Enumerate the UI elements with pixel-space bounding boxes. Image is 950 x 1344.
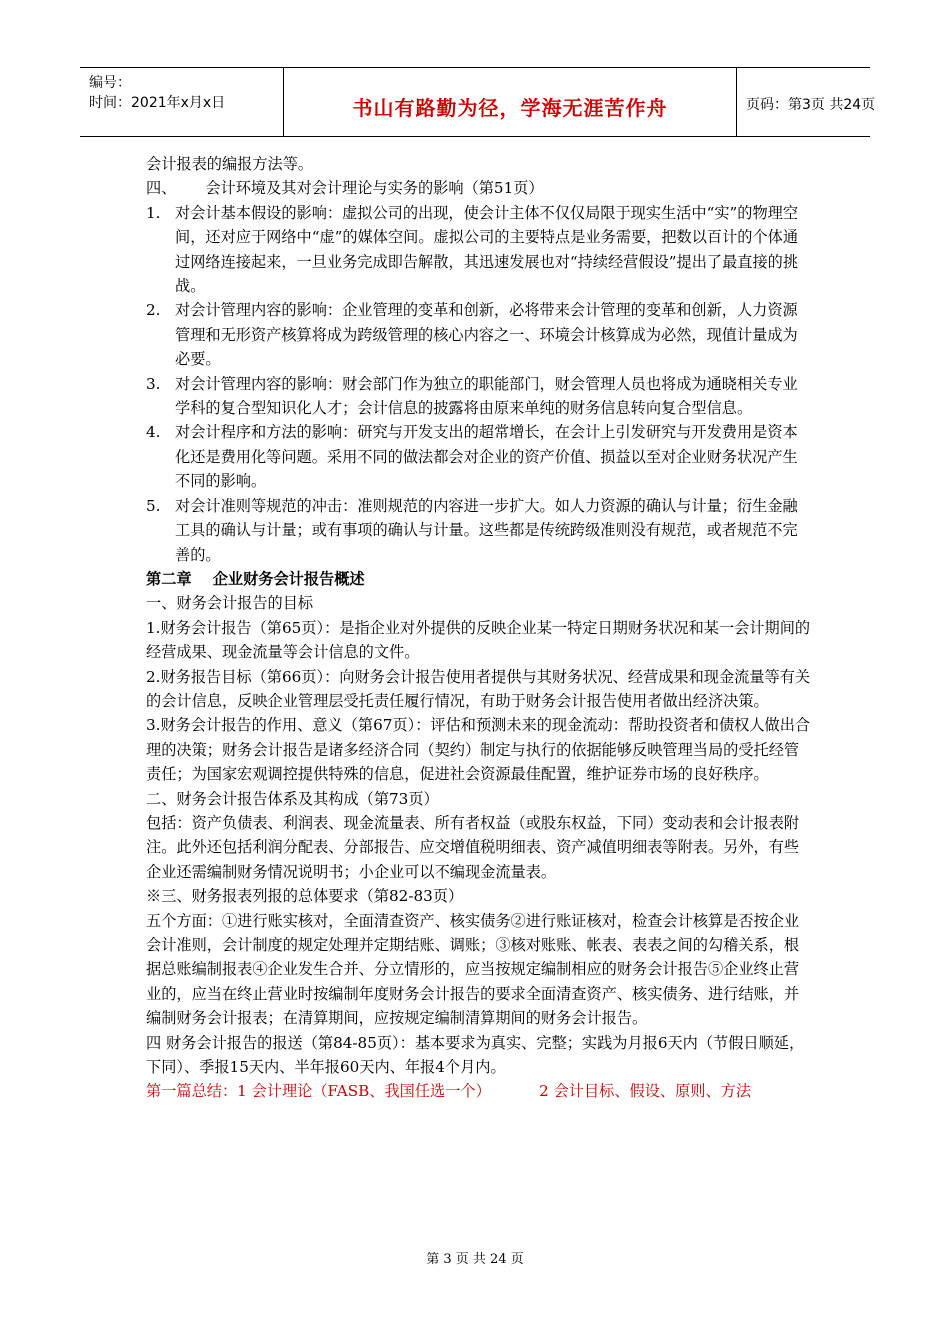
- document-body: [146, 152, 812, 1104]
- header-page-info: 页码：第3页 共24页: [746, 97, 876, 113]
- chapter-heading: 第二章 企业财务会计报告概述: [146, 569, 365, 588]
- list-item-text: 对会计准则等规范的冲击：准则规范的内容进一步扩大。如人力资源的确认与计量；衍生金融工具的确认与计量；或有事项的确认与计量。这些都是传统跨级准则没有规范，或者规范不完善的。: [175, 496, 798, 564]
- section-heading-1: 一、财务会计报告的目标: [146, 594, 314, 613]
- list-item-number: 5.: [146, 496, 161, 515]
- list-item: [146, 494, 812, 567]
- paragraph-report-objective: 2.财务报告目标（第66页）：向财务会计报告使用者提供与其财务状况、经营成果和现金流量等有关的会计信息，反映企业管理层受托责任履行情况，有助于财务会计报告使用者做出经济决策。: [146, 667, 811, 710]
- section-heading-4: 四、 会计环境及其对会计理论与实务的影响（第51页）: [146, 179, 544, 198]
- header-page-cell: [736, 68, 876, 136]
- list-item: [146, 372, 812, 421]
- summary-line: 第一篇总结：1 会计理论（FASB、我国任选一个） 2 会计目标、假设、原则、方法: [146, 1082, 752, 1101]
- header-meta-cell: [80, 68, 283, 136]
- list-item-text: 对会计管理内容的影响：企业管理的变革和创新，必将带来会计管理的变革和创新，人力资源管理和无形资产核算将成为跨级管理的核心内容之一、环境会计核算成为必然，现值计量成为必要。: [175, 301, 798, 369]
- code-label: 编号：: [89, 75, 131, 91]
- list-item-number: 1.: [146, 203, 161, 222]
- list-item-number: 2.: [146, 301, 161, 320]
- header-motto: 书山有路勤为径，学海无涯苦作舟: [352, 96, 668, 120]
- list-item: [146, 298, 812, 371]
- list-item-text: 对会计基本假设的影响：虚拟公司的出现，使会计主体不仅仅局限于现实生活中“实”的物理空间，还对应于网络中“虚”的媒体空间。虚拟公司的主要特点是业务需要，把数以百计的个体通过网络连接起来，一旦业务完成即告解散，其迅速发展也对“持续经营假设”提出了最直接的挑战。: [175, 203, 799, 296]
- page-footer: 第 3 页 共 24 页: [426, 1252, 524, 1267]
- list-item-number: 3.: [146, 374, 161, 393]
- paragraph-report-components: 包括：资产负债表、利润表、现金流量表、所有者权益（或股东权益，下同）变动表和会计报表附注。此外还包括利润分配表、分部报告、应交增值税明细表、资产减值明细表等附表。另外，有些企业还需编制财务情况说明书；小企业可以不编现金流量表。: [146, 813, 800, 881]
- header-motto-cell: [283, 68, 737, 136]
- paragraph-intro: 会计报表的编报方法等。: [146, 155, 314, 173]
- paragraph-report-role: 3.财务会计报告的作用、意义（第67页）：评估和预测未来的现金流动：帮助投资者和债权人做出合理的决策；财务会计报告是诸多经济合同（契约）制定与执行的依据能够反映管理当局的受托经管责任；为国家宏观调控提供特殊的信息，促进社会资源最佳配置，维护证券市场的良好秩序。: [146, 716, 811, 784]
- paragraph-general-requirements: 五个方面：①进行账实核对，全面清查资产、核实债务②进行账证核对，检查会计核算是否按企业会计准则，会计制度的规定处理并定期结账、调账；③核对账账、帐表、表表之间的勾稽关系，根据总账编制报表④企业发生合并、分立情形的，应当按规定编制相应的财务会计报告⑤企业终止营业的，应当在终止营业时按编制年度财务会计报告的要求全面清查资产、核实债务、进行结账，并编制财务会计报表；在清算期间，应按规定编制清算期间的财务会计报告。: [146, 911, 800, 1028]
- section-heading-2: 二、财务会计报告体系及其构成（第73页）: [146, 789, 439, 808]
- paragraph-report-submission: 四 财务会计报告的报送（第84-85页）：基本要求为真实、完整；实践为月报6天内（节假日顺延，下同）、季报15天内、半年报60天内、年报4个月内。: [146, 1033, 805, 1077]
- document-header: [80, 67, 876, 137]
- list-item-text: 对会计程序和方法的影响：研究与开发支出的超常增长，在会计上引发研究与开发费用是资本化还是费用化等问题。采用不同的做法都会对企业的资产价值、损益以至对企业财务状况产生不同的影响。: [175, 423, 798, 491]
- list-item-number: 4.: [146, 423, 161, 442]
- paragraph-report-definition: 1.财务会计报告（第65页）：是指企业对外提供的反映企业某一特定日期财务状况和某一会计期间的经营成果、现金流量等会计信息的文件。: [146, 618, 811, 662]
- list-item-text: 对会计管理内容的影响：财会部门作为独立的职能部门，财会管理人员也将成为通晓相关专业学科的复合型知识化人才；会计信息的披露将由原来单纯的财务信息转向复合型信息。: [175, 374, 798, 418]
- list-item: [146, 420, 812, 493]
- section-heading-3: ※三、财务报表列报的总体要求（第82-83页）: [146, 887, 464, 906]
- list-item: [146, 201, 812, 299]
- time-label: 时间：2021年x月x日: [89, 95, 226, 111]
